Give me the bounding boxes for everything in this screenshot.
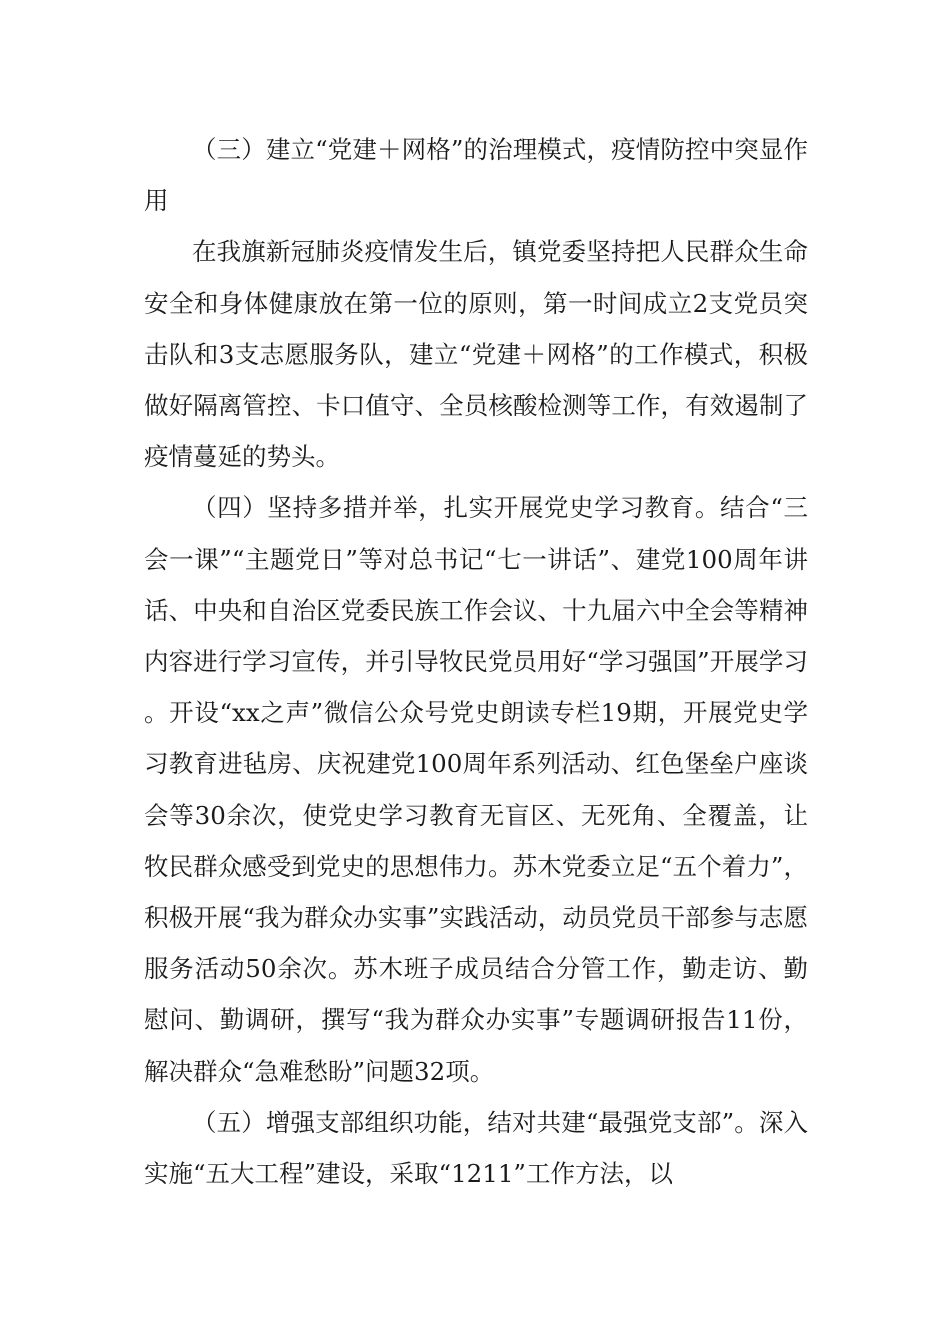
paragraph-party-history-education: （四）坚持多措并举，扎实开展党史学习教育。结合“三会一课”“主题党日”等对总书记“七一讲话”、建党100周年讲话、中央和自治区党委民族工作会议、十九届六中全会等精神内容进行学习宣传，并引导牧民党员用好“学习强国”开展学习。开设“xx之声”微信公众号党史朗读专栏19期，开展党史学习教育进毡房、庆祝建党100周年系列活动、红色堡垒户座谈会等30余次，使党史学习教育无盲区、无死角、全覆盖，让牧民群众感受到党史的思想伟力。苏木党委立足“五个着力”，积极开展“我为群众办实事”实践活动，动员党员干部参与志愿服务活动50余次。苏木班子成员结合分管工作，勤走访、勤慰问、勤调研，撰写“我为群众办实事”专题调研报告11份，解决群众“急难愁盼”问题32项。 [144,493,808,1086]
paragraph-epidemic-response: 在我旗新冠肺炎疫情发生后，镇党委坚持把人民群众生命安全和身体健康放在第一位的原则，第一时间成立2支党员突击队和3支志愿服务队，建立“党建＋网格”的工作模式，积极做好隔离管控、卡口值守、全员核酸检测等工作，有效遏制了疫情蔓延的势头。 [144,237,808,472]
paragraph-branch-organization: （五）增强支部组织功能，结对共建“最强党支部”。深入实施“五大工程”建设，采取“1211”工作方法，以 [144,1107,808,1189]
document-body [144,124,808,1199]
section-heading-3: （三）建立“党建＋网格”的治理模式，疫情防控中突显作用 [144,135,808,216]
